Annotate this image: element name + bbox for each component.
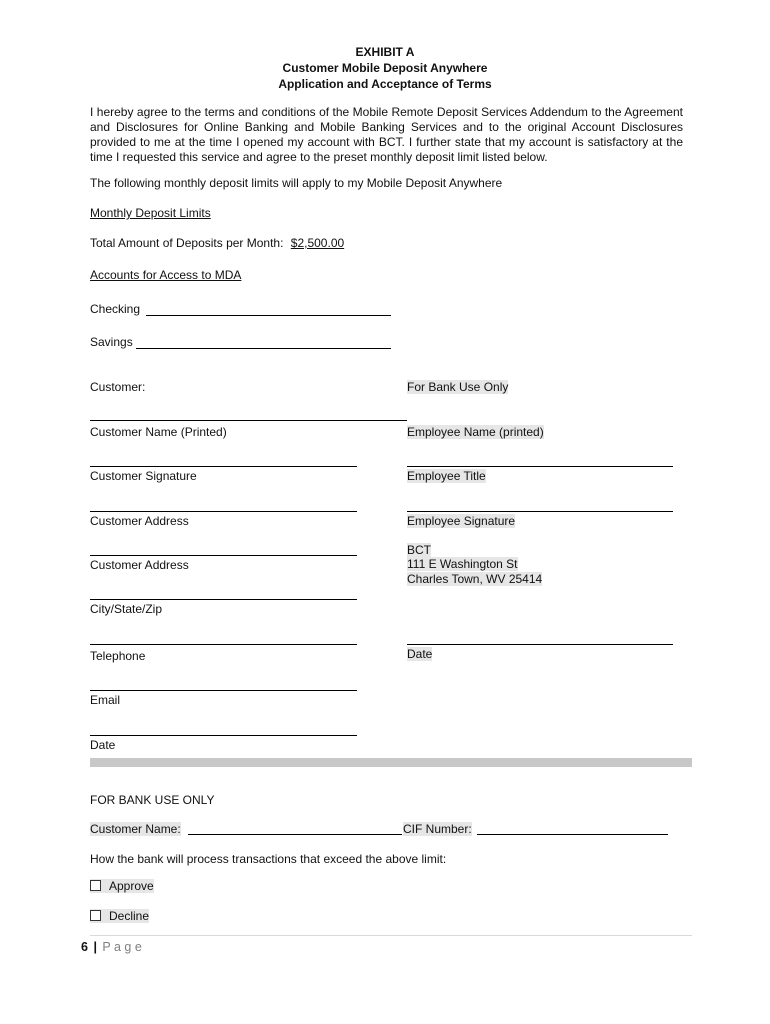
customer-date-label: Date (90, 738, 116, 752)
customer-signature-label: Customer Signature (90, 469, 197, 483)
employee-signature-label: Employee Signature (407, 514, 516, 528)
form-title: Customer Mobile Deposit Anywhere (282, 61, 488, 75)
employee-signature-field[interactable] (407, 511, 673, 512)
decline-option[interactable] (90, 909, 149, 923)
telephone-label: Telephone (90, 649, 146, 663)
agreement-paragraph: I hereby agree to the terms and conditions of the Mobile Remote Deposit Services Addendum to the Agreement and Disclosures for Online Banking and Mobile Banking Services and to the original Account Disclosures provided to me at the time I opened my account with BCT. I further state that my account is satisfactory at the time I requested this service and agree to the preset monthly deposit limit listed below. (90, 105, 683, 164)
email-field[interactable] (90, 690, 357, 691)
total-deposits-label: Total Amount of Deposits per Month: (90, 236, 284, 250)
city-state-zip-label: City/State/Zip (90, 602, 163, 616)
page-footer (81, 940, 142, 954)
total-deposits-value: $2,500.00 (290, 236, 345, 250)
bank-street: 111 E Washington St (407, 557, 518, 571)
page-separator: | (93, 940, 97, 954)
approve-option[interactable] (90, 879, 154, 893)
employee-title-label: Employee Title (407, 469, 486, 483)
customer-address-field[interactable] (90, 511, 357, 512)
footer-rule (90, 935, 692, 936)
customer-signature-field[interactable] (90, 466, 357, 467)
customer-address-2-field[interactable] (90, 555, 357, 556)
customer-heading: Customer: (90, 380, 146, 394)
approve-checkbox[interactable] (90, 880, 101, 891)
limits-heading: Monthly Deposit Limits (90, 206, 211, 220)
bank-use-heading: For Bank Use Only (407, 380, 509, 394)
decline-label: Decline (109, 909, 150, 923)
form-subtitle: Application and Acceptance of Terms (278, 77, 492, 91)
customer-name-field[interactable] (90, 420, 407, 421)
customer-address-label: Customer Address (90, 514, 189, 528)
savings-field[interactable] (136, 348, 391, 349)
employee-title-field[interactable] (407, 466, 673, 467)
telephone-field[interactable] (90, 644, 357, 645)
approve-label: Approve (109, 879, 154, 893)
bank-only-customer-name-field[interactable] (188, 834, 402, 835)
city-state-zip-field[interactable] (90, 599, 357, 600)
checking-field[interactable] (146, 315, 391, 316)
employee-name-label: Employee Name (printed) (407, 425, 544, 439)
customer-name-label: Customer Name (Printed) (90, 425, 227, 439)
bank-city: Charles Town, WV 25414 (407, 572, 543, 586)
email-label: Email (90, 693, 121, 707)
page-number: 6 (81, 940, 88, 954)
accounts-heading: Accounts for Access to MDA (90, 268, 242, 282)
bank-name: BCT (407, 543, 431, 557)
page-word: P a g e (102, 940, 142, 954)
checking-label: Checking (90, 302, 141, 316)
bank-date-field[interactable] (407, 644, 673, 645)
limits-intro: The following monthly deposit limits will apply to my Mobile Deposit Anywhere (90, 176, 503, 190)
section-divider (90, 758, 692, 767)
bank-only-customer-name-label: Customer Name: (90, 822, 181, 836)
cif-number-label: CIF Number: (403, 822, 472, 836)
bank-date-label: Date (407, 647, 433, 661)
exhibit-title: EXHIBIT A (355, 45, 415, 59)
customer-address-2-label: Customer Address (90, 558, 189, 572)
exceed-limit-question: How the bank will process transactions that exceed the above limit: (90, 852, 447, 866)
customer-date-field[interactable] (90, 735, 357, 736)
savings-label: Savings (90, 335, 133, 349)
cif-number-field[interactable] (477, 834, 668, 835)
total-deposits-row (90, 236, 344, 250)
decline-checkbox[interactable] (90, 910, 101, 921)
bank-only-heading: FOR BANK USE ONLY (90, 793, 215, 807)
